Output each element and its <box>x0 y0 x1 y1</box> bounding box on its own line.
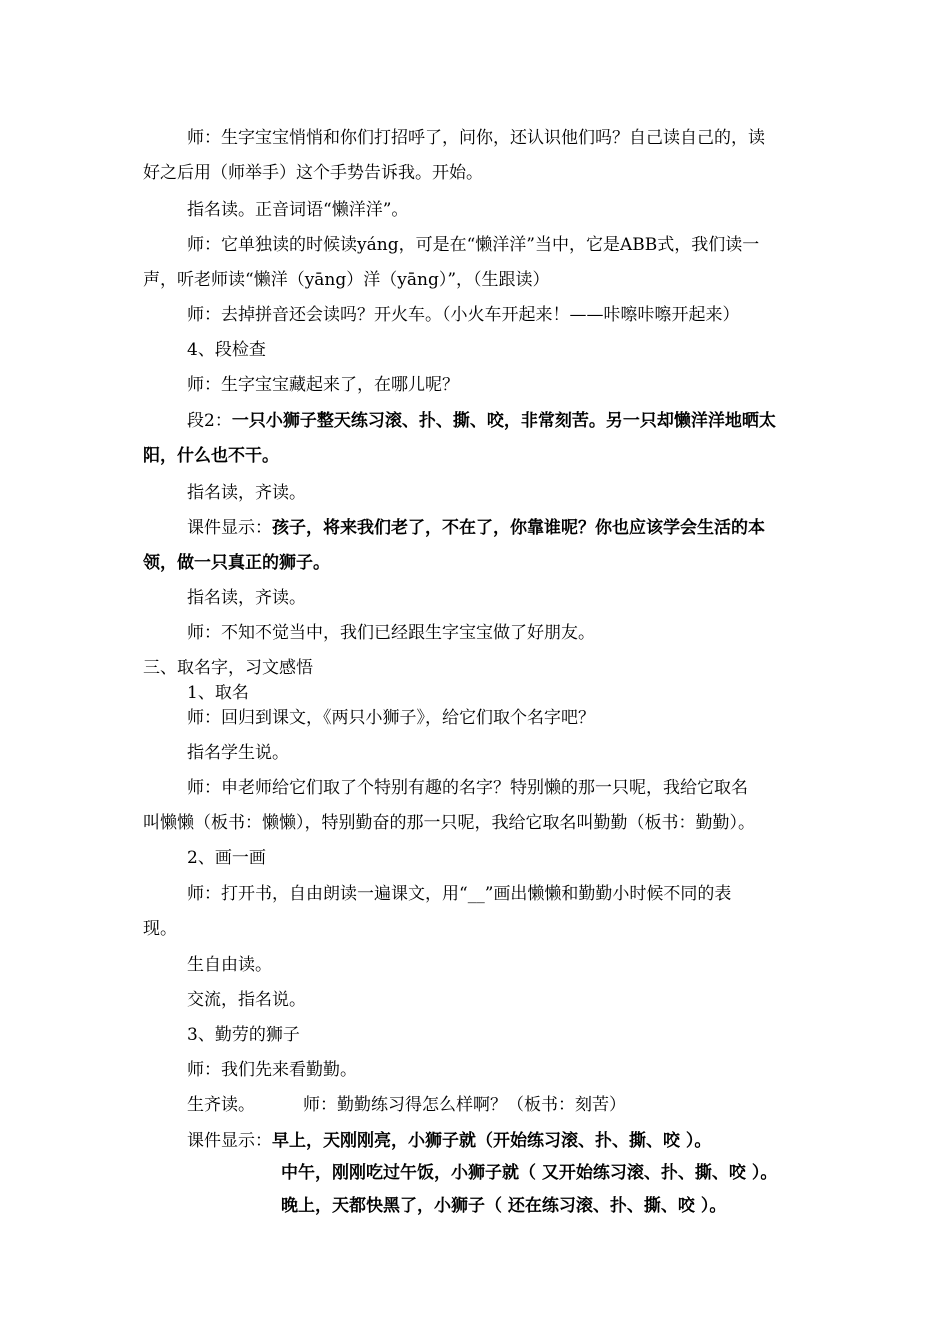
paragraph-line: 师：生字宝宝藏起来了，在哪儿呢？ <box>187 375 459 395</box>
bold-text: 晚上，天都快黑了，小狮子（ 还在练习滚、扑、撕、咬 ）。 <box>281 1196 727 1216</box>
section-heading: 1、取名 <box>187 683 249 703</box>
paragraph-line: 师：申老师给它们取了个特别有趣的名字？特别懒的那一只呢，我给它取名 <box>187 778 748 798</box>
bold-text: 中午，刚刚吃过午饭，小狮子就（ 又开始练习滚、扑、撕、咬 ）。 <box>281 1163 778 1183</box>
paragraph-line: 好之后用（师举手）这个手势告诉我。开始。 <box>143 163 483 183</box>
paragraph-line: 声，听老师读“懒洋（yāng）洋（yāng）”，（生跟读） <box>143 270 550 290</box>
paragraph-line: 指名读。正音词语“懒洋洋”。 <box>187 200 409 220</box>
section-heading: 3、勤劳的狮子 <box>187 1025 300 1045</box>
paragraph-line <box>187 1097 626 1114</box>
paragraph-text: 师：勤勤练习得怎么样啊？（板书：刻苦） <box>303 1095 626 1115</box>
paragraph-line: 师：我们先来看勤勤。 <box>187 1060 357 1080</box>
paragraph-line: 师：生字宝宝悄悄和你们打招呼了，问你，还认识他们吗？自己读自己的，读 <box>187 128 765 148</box>
paragraph-line: 叫懒懒（板书：懒懒），特别勤奋的那一只呢，我给它取名叫勤勤（板书：勤勤）。 <box>143 813 755 833</box>
paragraph-line: 师：去掉拼音还会读吗？开火车。（小火车开起来！——咔嚓咔嚓开起来） <box>187 305 740 325</box>
paragraph-line: 师：不知不觉当中，我们已经跟生字宝宝做了好朋友。 <box>187 623 595 643</box>
paragraph-line <box>187 413 776 430</box>
bold-text: 孩子，将来我们老了，不在了，你靠谁呢？你也应该学会生活的本 <box>272 518 765 538</box>
paragraph-line: 师：回归到课文，《两只小狮子》，给它们取个名字吧？ <box>187 708 595 728</box>
paragraph-label: 课件显示： <box>187 518 272 538</box>
paragraph-text: 生齐读。 <box>187 1095 255 1115</box>
bold-text: 阳，什么也不干。 <box>143 446 279 466</box>
section-heading: 2、画一画 <box>187 848 266 868</box>
paragraph-line: 指名学生说。 <box>187 743 289 763</box>
paragraph-line: 指名读，齐读。 <box>187 588 306 608</box>
bold-text: 领，做一只真正的狮子。 <box>143 553 330 573</box>
paragraph-label: 段2： <box>187 411 232 431</box>
paragraph-line: 生自由读。 <box>187 955 272 975</box>
bold-text: 早上，天刚刚亮，小狮子就（开始练习滚、扑、撕、咬 ）。 <box>272 1131 712 1151</box>
paragraph-label: 课件显示： <box>187 1131 272 1151</box>
bold-text: 一只小狮子整天练习滚、扑、撕、咬，非常刻苦。另一只却懒洋洋地晒太 <box>231 411 776 431</box>
paragraph-line: 师：打开书，自由朗读一遍课文，用“__”画出懒懒和勤勤小时候不同的表 <box>187 884 732 904</box>
paragraph-line: 指名读，齐读。 <box>187 483 306 503</box>
paragraph-line <box>187 1133 711 1150</box>
section-heading: 三、取名字，习文感悟 <box>143 658 313 678</box>
paragraph-line: 交流，指名说。 <box>187 990 306 1010</box>
paragraph-line: 现。 <box>143 919 177 939</box>
paragraph-line: 师：它单独读的时候读yáng，可是在“懒洋洋”当中，它是ABB式，我们读一 <box>187 235 760 255</box>
paragraph-line <box>187 520 765 537</box>
section-heading: 4、段检查 <box>187 340 266 360</box>
